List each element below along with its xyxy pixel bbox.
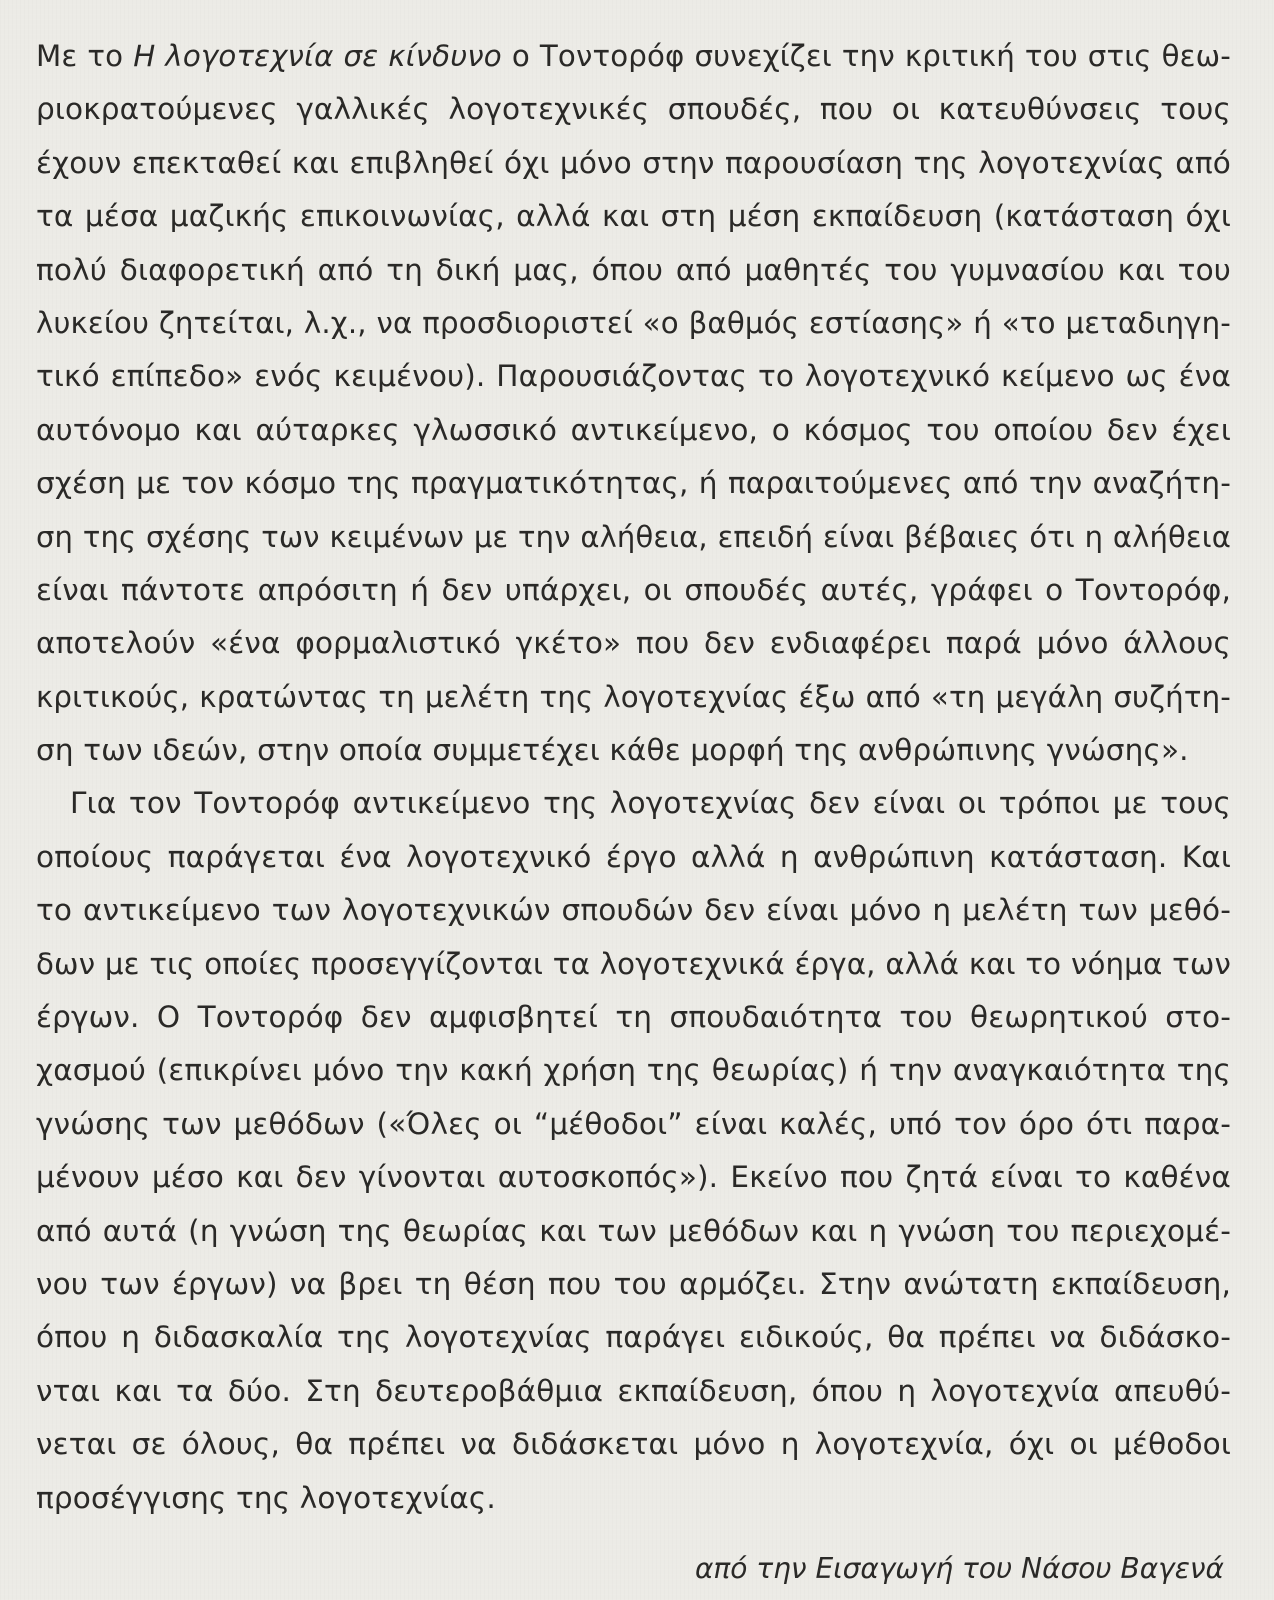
paragraph-2	[36, 777, 1231, 1524]
text-line: Με το Η λογοτεχνία σε κίνδυνο ο Τοντορόφ συνεχίζει την κριτική του στις θεω-	[36, 39, 1231, 73]
body-text	[36, 30, 1231, 1525]
text-line: έργων. Ο Τοντορόφ δεν αμφισβητεί τη σπουδαιότητα του θεωρητικού στο-	[36, 1000, 1231, 1035]
text-line: λυκείου ζητείται, λ.χ., να προσδιοριστεί «ο βαθμός εστίασης» ή «το μεταδιηγη-	[36, 305, 1231, 340]
text-line: Για τον Τοντορόφ αντικείμενο της λογοτεχνίας δεν είναι οι τρόποι με τους	[70, 786, 1231, 821]
text-line: μένουν μέσο και δεν γίνονται αυτοσκοπός»). Εκείνο που ζητά είναι το καθένα	[36, 1160, 1231, 1195]
text-line: αυτόνομο και αύταρκες γλωσσικό αντικείμενο, ο κόσμος του οποίου δεν έχει	[36, 412, 1231, 447]
text-line: νται και τα δύο. Στη δευτεροβάθμια εκπαίδευση, όπου η λογοτεχνία απευθύ-	[36, 1373, 1231, 1408]
text-line: τικό επίπεδο» ενός κειμένου). Παρουσιάζοντας το λογοτεχνικό κείμενο ως ένα	[36, 359, 1231, 394]
text-line: τα μέσα μαζικής επικοινωνίας, αλλά και στη μέση εκπαίδευση (κατάσταση όχι	[36, 199, 1231, 234]
text-line: όπου η διδασκαλία της λογοτεχνίας παράγει ειδικούς, θα πρέπει να διδάσκο-	[36, 1320, 1231, 1355]
text-line: ση των ιδεών, στην οποία συμμετέχει κάθε μορφή της ανθρώπινης γνώσης».	[36, 733, 1189, 768]
text-line: ση της σχέσης των κειμένων με την αλήθεια, επειδή είναι βέβαιες ότι η αλήθεια	[36, 519, 1231, 554]
text-line: είναι πάντοτε απρόσιτη ή δεν υπάρχει, οι σπουδές αυτές, γράφει ο Τοντορόφ,	[36, 572, 1231, 607]
text-line: πολύ διαφορετική από τη δική μας, όπου από μαθητές του γυμνασίου και του	[36, 252, 1231, 287]
text-line: προσέγγισης της λογοτεχνίας.	[36, 1480, 496, 1515]
book-title: Η λογοτεχνία σε κίνδυνο	[133, 39, 502, 73]
paragraph-1	[36, 30, 1231, 777]
text-line: οποίους παράγεται ένα λογοτεχνικό έργο αλλά η ανθρώπινη κατάσταση. Και	[36, 839, 1231, 874]
attribution: από την Εισαγωγή του Νάσου Βαγενά	[694, 1552, 1224, 1585]
text-line: δων με τις οποίες προσεγγίζονται τα λογοτεχνικά έργα, αλλά και το νόημα των	[36, 946, 1231, 981]
text-line: ριοκρατούμενες γαλλικές λογοτεχνικές σπουδές, που οι κατευθύνσεις τους	[36, 92, 1231, 127]
text-line: κριτικούς, κρατώντας τη μελέτη της λογοτεχνίας έξω από «τη μεγάλη συζήτη-	[36, 679, 1231, 714]
text-line: αποτελούν «ένα φορμαλιστικό γκέτο» που δεν ενδιαφέρει παρά μόνο άλλους	[36, 626, 1231, 661]
text-line: σχέση με τον κόσμο της πραγματικότητας, ή παραιτούμενες από την αναζήτη-	[36, 466, 1231, 501]
text-line: από αυτά (η γνώση της θεωρίας και των μεθόδων και η γνώση του περιεχομέ-	[36, 1213, 1231, 1248]
text-line: νεται σε όλους, θα πρέπει να διδάσκεται μόνο η λογοτεχνία, όχι οι μέθοδοι	[36, 1427, 1231, 1462]
text-line: γνώσης των μεθόδων («Όλες οι “μέθοδοι” είναι καλές, υπό τον όρο ότι παρα-	[36, 1106, 1231, 1141]
text-line: χασμού (επικρίνει μόνο την κακή χρήση της θεωρίας) ή την αναγκαιότητα της	[36, 1053, 1231, 1088]
text-line: το αντικείμενο των λογοτεχνικών σπουδών δεν είναι μόνο η μελέτη των μεθό-	[36, 893, 1231, 928]
text-line: έχουν επεκταθεί και επιβληθεί όχι μόνο στην παρουσίαση της λογοτεχνίας από	[36, 145, 1231, 180]
text-line: νου των έργων) να βρει τη θέση που του αρμόζει. Στην ανώτατη εκπαίδευση,	[36, 1266, 1231, 1301]
